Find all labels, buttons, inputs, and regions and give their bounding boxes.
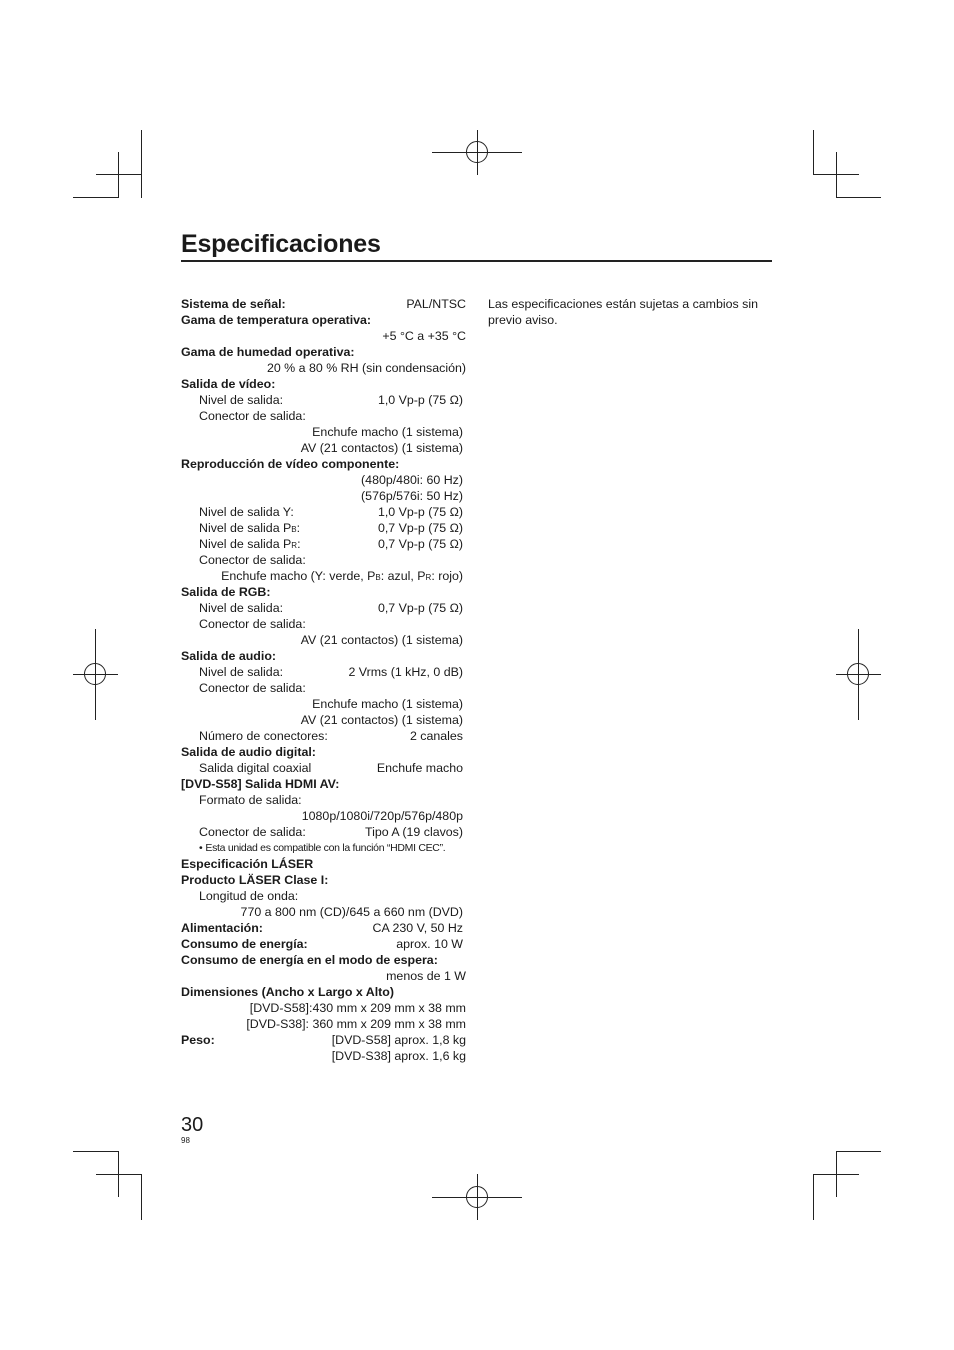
page-title: Especificaciones	[181, 230, 381, 258]
spec-audio-connector-value-1	[181, 696, 466, 712]
spec-component-mode-2	[181, 488, 466, 504]
spec-value: 770 a 800 nm (CD)/645 a 660 nm (DVD)	[240, 905, 463, 919]
spec-temperature-heading	[181, 312, 466, 328]
spec-component-pr-level	[181, 536, 466, 552]
spec-label: Peso:	[181, 1033, 215, 1047]
spec-video-heading	[181, 376, 466, 392]
spec-label: Gama de humedad operativa:	[181, 345, 355, 359]
spec-component-heading	[181, 456, 466, 472]
spec-audio-connector	[181, 680, 466, 696]
spec-label: Conector de salida:	[199, 617, 306, 631]
spec-label: Reproducción de vídeo componente:	[181, 457, 400, 471]
spec-value: 0,7 Vp-p (75 Ω)	[377, 537, 463, 551]
spec-value: 1080p/1080i/720p/576p/480p	[301, 809, 463, 823]
spec-value: 20 % a 80 % RH (sin condensación)	[266, 361, 466, 375]
spec-video-connector	[181, 408, 466, 424]
spec-value: Tipo A (19 clavos)	[364, 825, 463, 839]
spec-value: (576p/576i: 50 Hz)	[361, 489, 463, 503]
spec-label: Conector de salida:	[199, 553, 306, 567]
spec-value: AV (21 contactos) (1 sistema)	[300, 713, 463, 727]
specifications-disclaimer: Las especificaciones están sujetas a cambios sin previo aviso.	[488, 297, 758, 327]
spec-component-mode-1	[181, 472, 466, 488]
spec-label: Salida de vídeo:	[181, 377, 276, 391]
spec-value: PAL/NTSC	[406, 297, 466, 311]
spec-label: Longitud de onda:	[199, 889, 299, 903]
spec-label: Salida digital coaxial	[199, 761, 312, 775]
spec-label: Sistema de señal:	[181, 297, 286, 311]
title-underline	[181, 260, 772, 262]
spec-label: [DVD-S58] Salida HDMI AV:	[181, 777, 340, 791]
spec-label: Consumo de energía:	[181, 937, 308, 951]
spec-value: 2 Vrms (1 kHz, 0 dB)	[348, 665, 463, 679]
spec-weight	[181, 1032, 466, 1048]
note-text: Esta unidad es compatible con la función “HDMI CEC”.	[205, 842, 446, 854]
spec-value: menos de 1 W	[386, 969, 466, 983]
spec-hdmi-connector	[181, 824, 466, 840]
spec-label: Producto LÄSER Clase I:	[181, 873, 329, 887]
spec-value: [DVD-S58] aprox. 1,8 kg	[331, 1033, 466, 1047]
spec-rgb-connector-value	[181, 632, 466, 648]
spec-value: (480p/480i: 60 Hz)	[361, 473, 463, 487]
spec-label: Salida de audio digital:	[181, 745, 316, 759]
spec-label: Especificación LÁSER	[181, 857, 314, 871]
spec-dimensions-s38	[181, 1016, 466, 1032]
spec-label: Formato de salida:	[199, 793, 302, 807]
spec-humidity-value-row	[181, 360, 466, 376]
spec-component-connector-value	[181, 568, 466, 584]
spec-value: AV (21 contactos) (1 sistema)	[300, 633, 463, 647]
specifications-list	[181, 296, 466, 1064]
spec-power-consumption	[181, 936, 466, 952]
spec-video-connector-value-1	[181, 424, 466, 440]
spec-value: +5 °C a +35 °C	[382, 329, 466, 343]
spec-label: Nivel de salida:	[199, 665, 284, 679]
spec-audio-connector-value-2	[181, 712, 466, 728]
spec-label: Nivel de salida:	[199, 393, 284, 407]
spec-audio-heading	[181, 648, 466, 664]
spec-value: AV (21 contactos) (1 sistema)	[300, 441, 463, 455]
spec-dimensions-heading	[181, 984, 466, 1000]
spec-label: Consumo de energía en el modo de espera:	[181, 953, 438, 967]
spec-label: Dimensiones (Ancho x Largo x Alto)	[181, 985, 394, 999]
spec-weight-s38	[181, 1048, 466, 1064]
spec-digital-audio-heading	[181, 744, 466, 760]
spec-value: Enchufe macho (1 sistema)	[312, 697, 463, 711]
spec-label: Salida de audio:	[181, 649, 277, 663]
spec-laser-wavelength	[181, 888, 466, 904]
spec-label: Conector de salida:	[199, 825, 306, 839]
spec-laser-heading	[181, 856, 466, 872]
spec-audio-connector-count	[181, 728, 466, 744]
spec-value: [DVD-S38]: 360 mm x 209 mm x 38 mm	[246, 1017, 466, 1031]
spec-signal-system	[181, 296, 466, 312]
page-number: 30	[181, 1114, 204, 1136]
spec-label: Nivel de salida PB:	[199, 521, 301, 535]
spec-value: [DVD-S38] aprox. 1,6 kg	[331, 1049, 466, 1063]
spec-label: Conector de salida:	[199, 681, 306, 695]
spec-audio-level	[181, 664, 466, 680]
spec-rgb-heading	[181, 584, 466, 600]
spec-digital-coaxial	[181, 760, 466, 776]
spec-value: Enchufe macho (Y: verde, PB: azul, PR: rojo)	[221, 569, 463, 583]
spec-value: 0,7 Vp-p (75 Ω)	[377, 521, 463, 535]
spec-label: Gama de temperatura operativa:	[181, 313, 372, 327]
spec-label: Número de conectores:	[199, 729, 328, 743]
spec-video-connector-value-2	[181, 440, 466, 456]
spec-label: Salida de RGB:	[181, 585, 271, 599]
spec-value: aprox. 10 W	[396, 937, 463, 951]
spec-dimensions-s58	[181, 1000, 466, 1016]
bullet-icon: •	[199, 842, 203, 854]
spec-standby-heading	[181, 952, 466, 968]
spec-value: Enchufe macho (1 sistema)	[312, 425, 463, 439]
spec-humidity-heading	[181, 344, 466, 360]
spec-value: [DVD-S58]:430 mm x 209 mm x 38 mm	[249, 1001, 466, 1015]
spec-value: 1,0 Vp-p (75 Ω)	[377, 505, 463, 519]
spec-value: 0,7 Vp-p (75 Ω)	[377, 601, 463, 615]
spec-value: CA 230 V, 50 Hz	[372, 921, 463, 935]
spec-component-y-level	[181, 504, 466, 520]
spec-label: Alimentación:	[181, 921, 263, 935]
spec-laser-wavelength-value	[181, 904, 466, 920]
spec-video-level	[181, 392, 466, 408]
page-sub-number: 98	[181, 1136, 190, 1145]
spec-temperature-value-row	[181, 328, 466, 344]
spec-hdmi-format	[181, 792, 466, 808]
spec-label: Nivel de salida PR:	[199, 537, 301, 551]
spec-component-connector	[181, 552, 466, 568]
spec-hdmi-note	[181, 840, 466, 856]
spec-hdmi-heading	[181, 776, 466, 792]
spec-laser-class	[181, 872, 466, 888]
spec-label: Nivel de salida:	[199, 601, 284, 615]
spec-standby-value-row	[181, 968, 466, 984]
spec-value: Enchufe macho	[376, 761, 463, 775]
spec-label: Conector de salida:	[199, 409, 306, 423]
spec-value: 2 canales	[409, 729, 463, 743]
spec-component-pb-level	[181, 520, 466, 536]
spec-hdmi-format-value	[181, 808, 466, 824]
spec-label: Nivel de salida Y:	[199, 505, 294, 519]
spec-value: 1,0 Vp-p (75 Ω)	[377, 393, 463, 407]
spec-rgb-level	[181, 600, 466, 616]
spec-rgb-connector	[181, 616, 466, 632]
spec-power-supply	[181, 920, 466, 936]
